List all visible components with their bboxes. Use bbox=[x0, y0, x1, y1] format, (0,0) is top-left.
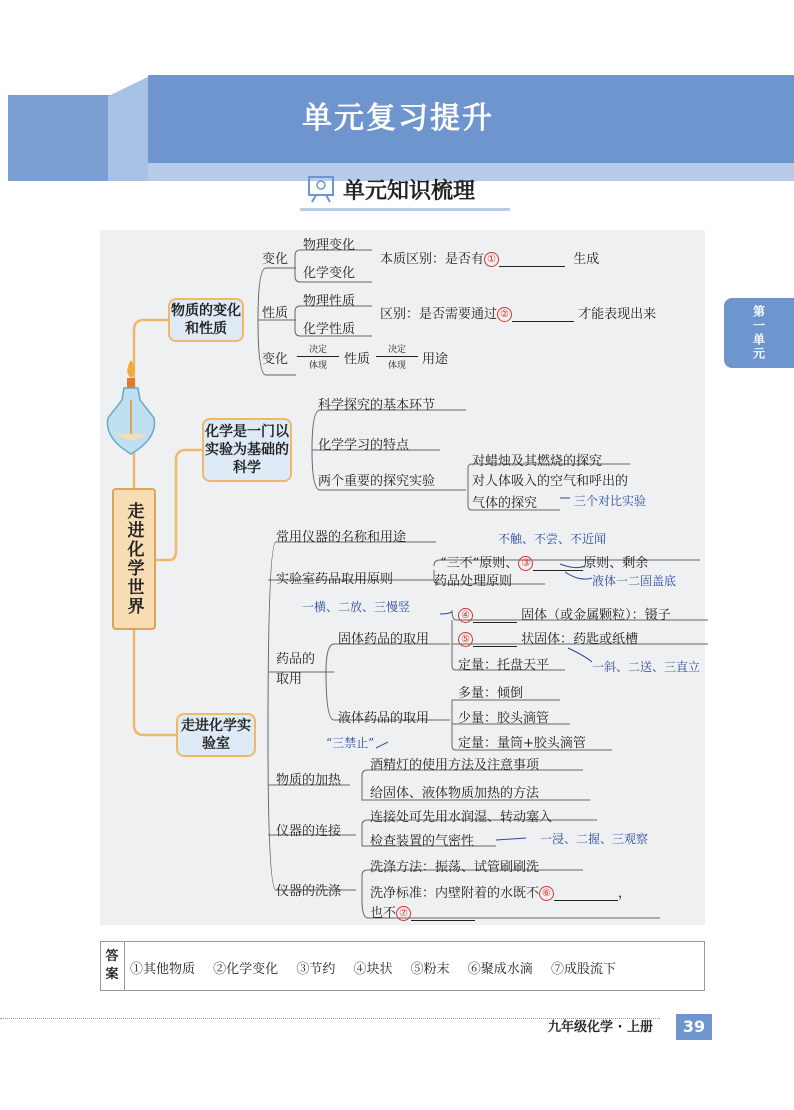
b3-connect: 仪器的连接 bbox=[276, 824, 342, 839]
b1-change: 变化 bbox=[262, 252, 289, 267]
b3-rule-note-1: 不触、不尝、不近闻 bbox=[498, 532, 607, 546]
blank-number-4: ④ bbox=[458, 608, 473, 623]
arrow-line bbox=[297, 356, 339, 357]
blank-number-2: ② bbox=[497, 307, 512, 322]
book-title: 九年级化学 · 上册 bbox=[548, 1020, 653, 1035]
b3-liquid-2: 少量：胶头滴管 bbox=[458, 711, 550, 726]
b2-experiment-2a: 对人体吸入的空气和呼出的 bbox=[472, 474, 629, 489]
branch-matter-change-property: 物质的变化和性质 bbox=[168, 298, 244, 342]
b3-instruments: 常用仪器的名称和用途 bbox=[276, 530, 407, 545]
b1-change-diff-post: 生成 bbox=[573, 252, 600, 267]
b3-solid-2 bbox=[458, 628, 638, 647]
answer-item: ⑦成股流下 bbox=[550, 962, 616, 977]
arrow-line bbox=[376, 356, 418, 357]
answer-blank-6[interactable] bbox=[554, 900, 618, 901]
b3-wash-3-text: 也不 bbox=[370, 906, 397, 921]
b3-solid-3-note: 一斜、二送、三直立 bbox=[592, 660, 701, 674]
answer-blank-7[interactable] bbox=[411, 920, 475, 921]
answer-item: ③节约 bbox=[296, 962, 336, 977]
blank-number-1: ① bbox=[484, 252, 499, 267]
b2-note-three-contrasts: 三个对比实验 bbox=[574, 494, 647, 508]
b1-embody-label-2: 体现 bbox=[387, 361, 406, 371]
b3-liquid: 液体药品的取用 bbox=[338, 711, 430, 726]
b3-wash-3 bbox=[370, 902, 475, 921]
b3-connect-note: 一浸、二握、三观察 bbox=[540, 832, 649, 846]
b1-rel-arrow-1 bbox=[297, 342, 339, 371]
answer-item: ④块状 bbox=[353, 962, 393, 977]
answer-blank-4[interactable] bbox=[473, 622, 517, 623]
b3-rule-note-2: 液体一二固盖底 bbox=[592, 574, 677, 588]
blank-number-6: ⑥ bbox=[539, 886, 554, 901]
b1-chem-prop: 化学性质 bbox=[303, 322, 356, 337]
answer-label-top: 答 bbox=[105, 948, 119, 964]
answer-label-bottom: 案 bbox=[105, 967, 119, 982]
b3-solid-1 bbox=[458, 604, 671, 623]
banner-fold bbox=[108, 75, 152, 181]
b2-experiment-2b: 气体的探究 bbox=[472, 496, 538, 511]
section-subtitle: 单元知识梳理 bbox=[343, 179, 476, 204]
b3-heat-note: “三禁止” bbox=[326, 736, 375, 750]
b3-rule-a-text: “三不”原则、 bbox=[440, 556, 519, 571]
answer-label bbox=[100, 941, 125, 991]
page-number: 39 bbox=[676, 1014, 712, 1040]
answer-item: ⑥聚成水滴 bbox=[467, 962, 533, 977]
answer-blank-5[interactable] bbox=[473, 646, 517, 647]
b3-rule-a bbox=[440, 552, 648, 571]
branch-chemistry-lab: 走进化学实验室 bbox=[176, 713, 256, 757]
b3-wash: 仪器的洗涤 bbox=[276, 884, 342, 899]
lightbulb-board-icon bbox=[306, 174, 336, 204]
b1-rel-use: 用途 bbox=[422, 352, 449, 367]
root-label: 走进化学世界 bbox=[123, 502, 144, 616]
blank-number-7: ⑦ bbox=[396, 906, 411, 921]
blank-number-3: ③ bbox=[518, 556, 533, 571]
b1-rel-change: 变化 bbox=[262, 352, 289, 367]
b1-change-diff-text: 本质区别：是否有 bbox=[380, 252, 485, 267]
b3-solid-1-post: 固体（或金属颗粒）：镊子 bbox=[521, 608, 671, 623]
answer-item: ①其他物质 bbox=[130, 962, 196, 977]
page-title: 单元复习提升 bbox=[302, 101, 494, 136]
b3-liquid-3: 定量：量筒+胶头滴管 bbox=[458, 736, 586, 751]
b1-decide-label-1: 决定 bbox=[308, 345, 327, 355]
b3-solid-3: 定量：托盘天平 bbox=[458, 658, 550, 673]
blank-number-5: ⑤ bbox=[458, 632, 473, 647]
b3-connect-2: 检查装置的气密性 bbox=[370, 834, 475, 849]
b3-rule-a-post: 原则、剩余 bbox=[583, 556, 649, 571]
b2-item-2: 化学学习的特点 bbox=[318, 438, 410, 453]
answer-item: ②化学变化 bbox=[213, 962, 279, 977]
b3-wash-2 bbox=[370, 882, 631, 901]
b1-prop-diff-text: 区别：是否需要通过 bbox=[380, 307, 498, 322]
subtitle-underline bbox=[300, 208, 510, 211]
answer-blank-1[interactable] bbox=[499, 266, 565, 267]
b3-take: 药品的取用 bbox=[276, 652, 316, 687]
b3-solid: 固体药品的取用 bbox=[338, 632, 430, 647]
b2-item-1: 科学探究的基本环节 bbox=[318, 398, 436, 413]
b1-embody-label-1: 体现 bbox=[308, 361, 327, 371]
b3-heat: 物质的加热 bbox=[276, 773, 342, 788]
b3-connect-1: 连接处可先用水润湿、转动塞入 bbox=[370, 810, 553, 825]
b3-solid-2-post: 状固体：药匙或纸槽 bbox=[521, 632, 639, 647]
b3-wash-1: 洗涤方法：振荡、试管刷刷洗 bbox=[370, 860, 540, 875]
b1-rel-arrow-2 bbox=[376, 342, 418, 371]
b3-wash-2-comma: ， bbox=[618, 886, 632, 901]
branch-experimental-science: 化学是一门以实验为基础的科学 bbox=[202, 418, 292, 482]
b3-rule: 实验室药品取用原则 bbox=[276, 572, 394, 587]
b1-phys-change: 物理变化 bbox=[303, 238, 356, 253]
unit-side-tab-label: 第一单元 bbox=[751, 305, 766, 361]
b3-solid-note: 一横、二放、三慢竖 bbox=[302, 600, 411, 614]
b1-decide-label-2: 决定 bbox=[387, 345, 406, 355]
b2-item-3: 两个重要的探究实验 bbox=[318, 474, 436, 489]
b1-rel-property: 性质 bbox=[344, 352, 371, 367]
b1-property: 性质 bbox=[262, 306, 289, 321]
answer-blank-3[interactable] bbox=[533, 570, 583, 571]
b3-wash-2-text: 洗净标准：内壁附着的水既不 bbox=[370, 886, 540, 901]
b3-heat-1: 酒精灯的使用方法及注意事项 bbox=[370, 758, 540, 773]
answer-item: ⑤粉末 bbox=[410, 962, 450, 977]
b1-phys-prop: 物理性质 bbox=[303, 294, 356, 309]
b1-prop-difference bbox=[380, 303, 656, 322]
b1-prop-diff-post: 才能表现出来 bbox=[578, 307, 657, 322]
b3-heat-2: 给固体、液体物质加热的方法 bbox=[370, 786, 540, 801]
answer-list bbox=[130, 958, 630, 977]
alcohol-lamp-icon bbox=[102, 358, 160, 458]
b1-change-difference bbox=[380, 248, 599, 267]
b2-experiment-1: 对蜡烛及其燃烧的探究 bbox=[472, 454, 603, 469]
b3-rule-b: 药品处理原则 bbox=[434, 574, 513, 589]
b1-chem-change: 化学变化 bbox=[303, 266, 356, 281]
answer-blank-2[interactable] bbox=[512, 321, 574, 322]
b3-liquid-1: 多量：倾倒 bbox=[458, 686, 524, 701]
